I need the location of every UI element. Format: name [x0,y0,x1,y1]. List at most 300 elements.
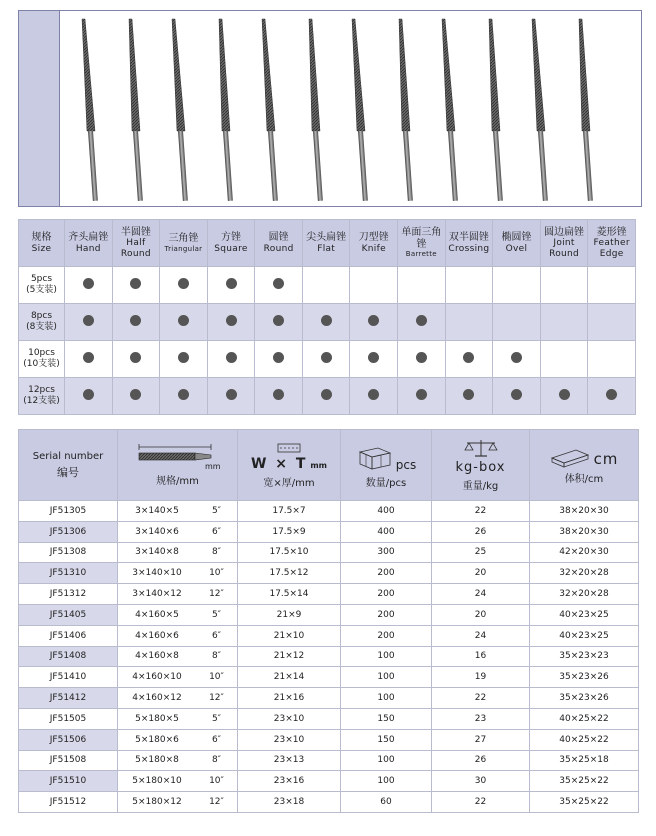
product-spec-table [18,429,639,813]
width-thickness-cell: 21×10 [238,625,341,646]
weight-cell: 22 [432,501,530,522]
product-row [19,584,639,605]
width-thickness-cell: 21×12 [238,646,341,667]
file-type-name-en: Ovel [505,243,528,254]
spec-inch: 6″ [211,734,222,745]
width-thickness-unit: mm [310,460,328,470]
quantity-cell: 200 [341,604,432,625]
quantity-cell: 100 [341,667,432,688]
matrix-cell [302,378,350,415]
matrix-cell [445,378,493,415]
spec-mm: 5×180×10 [132,776,182,787]
matrix-cell [65,267,113,304]
needle-file [172,19,188,201]
serial-cell: JF51506 [19,729,118,750]
set-size-cn: (8支装) [26,322,57,332]
quantity-cell: 60 [341,792,432,813]
matrix-cell [255,304,303,341]
spec-inch: 10″ [209,568,224,579]
quantity-cell: 200 [341,584,432,605]
matrix-cell [493,341,541,378]
matrix-cell [207,267,255,304]
serial-cell: JF51405 [19,604,118,625]
matrix-cell [398,267,446,304]
included-dot-icon [130,315,141,326]
spec-inch: 8″ [211,651,222,662]
volume-cell: 40×25×22 [530,708,639,729]
needle-file [579,19,593,201]
file-type-name-cn: 圆边扁锉 [544,226,585,238]
needle-file [262,19,278,201]
file-type-header [255,220,303,267]
serial-cell: JF51406 [19,625,118,646]
volume-label: 体积/cm [564,473,604,485]
file-type-name-en: Half Round [120,238,151,259]
spec-cell [118,792,238,813]
serial-cell: JF51505 [19,708,118,729]
width-thickness-cell: 23×13 [238,750,341,771]
file-type-name-en: Crossing [448,243,490,254]
serial-header-cn: 编号 [57,465,79,479]
volume-cell: 32×20×28 [530,584,639,605]
matrix-cell [160,304,208,341]
volume-cell: 40×23×25 [530,604,639,625]
set-size-label [19,378,65,415]
matrix-row [19,267,636,304]
spec-mm: 3×140×8 [135,547,179,558]
file-type-name-cn: 圆锉 [268,232,289,244]
included-dot-icon [178,389,189,400]
matrix-cell [350,267,398,304]
serial-cell: JF51310 [19,563,118,584]
matrix-cell [350,341,398,378]
file-type-name-en: Joint Round [549,238,580,259]
weight-cell: 24 [432,584,530,605]
width-thickness-cell: 17.5×14 [238,584,341,605]
included-dot-icon [83,278,94,289]
needle-file [352,19,368,201]
weight-cell: 20 [432,604,530,625]
file-type-name-cn: 方锉 [221,232,242,244]
set-size-pcs: 8pcs [30,311,53,322]
volume-cell: 40×23×25 [530,625,639,646]
included-dot-icon [463,389,474,400]
file-type-name-cn: 单面三角锉 [401,227,442,250]
volume-cell: 38×20×30 [530,521,639,542]
spec-mm: 5×180×8 [135,755,179,766]
needle-files-photo [59,11,641,206]
included-dot-icon [130,278,141,289]
serial-cell: JF51408 [19,646,118,667]
spec-unit-text: mm [204,461,221,470]
weight-cell: 19 [432,667,530,688]
volume-cell: 35×23×26 [530,688,639,709]
needle-file [219,19,233,201]
spec-cell [118,542,238,563]
volume-header [530,430,639,501]
needle-file [489,19,503,201]
set-size-cn: (5支装) [26,285,57,295]
included-dot-icon [83,352,94,363]
spec-inch: 6″ [211,526,222,537]
volume-cell: 35×25×18 [530,750,639,771]
matrix-cell [588,378,636,415]
width-thickness-cell: 17.5×10 [238,542,341,563]
matrix-cell [112,341,160,378]
needle-file-group [82,19,593,201]
spec-mm: 4×160×10 [132,672,182,683]
matrix-cell [350,304,398,341]
volume-cell: 35×23×23 [530,646,639,667]
file-type-name-cn: 半圆锉 [120,226,151,238]
matrix-cell [588,267,636,304]
width-thickness-cell: 23×10 [238,708,341,729]
quantity-cell: 100 [341,646,432,667]
spec-mm: 4×160×12 [132,693,182,704]
spec-inch: 8″ [211,547,222,558]
volume-cell: 35×25×22 [530,771,639,792]
product-row [19,792,639,813]
file-type-name-en: Square [214,243,248,254]
quantity-cell: 200 [341,563,432,584]
spec-inch: 10″ [209,776,224,787]
included-dot-icon [368,389,379,400]
product-row [19,771,639,792]
included-dot-icon [463,352,474,363]
included-dot-icon [368,352,379,363]
quantity-cell: 150 [341,708,432,729]
file-type-header [398,220,446,267]
matrix-cell [255,267,303,304]
serial-cell: JF51510 [19,771,118,792]
included-dot-icon [226,315,237,326]
file-dimension-icon [133,444,223,470]
product-row [19,646,639,667]
included-dot-icon [416,389,427,400]
width-thickness-header [238,430,341,501]
file-type-name-cn: 尖头扁锉 [306,232,347,244]
volume-cell: 35×25×22 [530,792,639,813]
matrix-cell [398,378,446,415]
matrix-row [19,304,636,341]
included-dot-icon [273,352,284,363]
spec-header-label: 规格/mm [156,475,199,487]
matrix-cell [207,304,255,341]
matrix-cell [160,378,208,415]
file-type-name-en: Barrette [405,250,437,259]
spec-mm: 5×180×5 [135,713,179,724]
width-thickness-cell: 21×16 [238,688,341,709]
matrix-cell [255,341,303,378]
matrix-cell [445,304,493,341]
matrix-cell [302,267,350,304]
width-thickness-cell: 23×10 [238,729,341,750]
included-dot-icon [511,352,522,363]
spec-cell [118,501,238,522]
volume-cell: 42×20×30 [530,542,639,563]
weight-icon-text: kg-box [455,460,506,475]
quantity-icon-text: pcs [395,457,417,472]
set-size-pcs: 12pcs [28,385,55,396]
spec-mm: 3×140×5 [135,505,179,516]
included-dot-icon [83,315,94,326]
included-dot-icon [226,352,237,363]
included-dot-icon [416,315,427,326]
size-header-cn: 规格 [31,232,52,244]
matrix-header-row [19,220,636,267]
spec-header [118,430,238,501]
spec-mm: 3×140×10 [132,568,182,579]
file-type-name-en: Flat [317,243,336,254]
included-dot-icon [130,352,141,363]
width-thickness-symbol: W × T [250,455,308,472]
included-dot-icon [559,389,570,400]
spec-inch: 8″ [211,755,222,766]
spec-inch: 6″ [211,630,222,641]
matrix-cell [112,267,160,304]
volume-icon-text: cm [593,449,619,468]
file-type-matrix [18,219,636,415]
spec-cell [118,563,238,584]
matrix-cell [398,304,446,341]
matrix-cell [398,341,446,378]
matrix-cell [112,378,160,415]
matrix-cell [160,267,208,304]
spec-inch: 10″ [209,672,224,683]
product-row [19,542,639,563]
serial-cell: JF51508 [19,750,118,771]
serial-cell: JF51410 [19,667,118,688]
weight-cell: 25 [432,542,530,563]
file-type-header [445,220,493,267]
spec-inch: 12″ [209,797,224,808]
file-type-name-cn: 三角锉 [168,233,199,245]
weight-cell: 23 [432,708,530,729]
spec-mm: 4×160×8 [135,651,179,662]
matrix-cell [207,378,255,415]
spec-mm: 5×180×6 [135,734,179,745]
file-type-name-cn: 椭圆锉 [501,232,532,244]
serial-cell: JF51512 [19,792,118,813]
matrix-cell [65,378,113,415]
product-row [19,729,639,750]
set-size-cn: (10支装) [23,359,60,369]
box-stack-icon [356,442,394,472]
weight-cell: 20 [432,563,530,584]
file-type-name-cn: 双半圆锉 [448,232,489,244]
size-header-en: Size [31,243,52,254]
serial-cell: JF51312 [19,584,118,605]
spec-inch: 5″ [211,609,222,620]
weight-cell: 22 [432,688,530,709]
matrix-row [19,378,636,415]
matrix-cell [65,341,113,378]
spec-cell [118,604,238,625]
width-thickness-cell: 23×18 [238,792,341,813]
matrix-row [19,341,636,378]
file-type-header [302,220,350,267]
file-type-name-cn: 刀型锉 [358,232,389,244]
included-dot-icon [273,389,284,400]
width-thickness-cell: 17.5×12 [238,563,341,584]
quantity-cell: 100 [341,771,432,792]
serial-header [19,430,118,501]
spec-mm: 4×160×5 [135,609,179,620]
included-dot-icon [178,315,189,326]
serial-cell: JF51308 [19,542,118,563]
width-thickness-cell: 23×16 [238,771,341,792]
weight-cell: 26 [432,521,530,542]
matrix-cell [493,267,541,304]
matrix-cell [445,267,493,304]
file-type-header [540,220,588,267]
matrix-cell [350,378,398,415]
spec-mm: 4×160×6 [135,630,179,641]
included-dot-icon [178,278,189,289]
set-size-cn: (12支装) [23,396,60,406]
carton-icon [550,446,590,468]
spec-inch: 5″ [211,505,222,516]
matrix-cell [540,304,588,341]
file-type-header [65,220,113,267]
file-type-header [588,220,636,267]
matrix-cell [302,304,350,341]
width-thickness-cell: 17.5×9 [238,521,341,542]
weight-cell: 24 [432,625,530,646]
serial-cell: JF51306 [19,521,118,542]
matrix-cell [588,341,636,378]
size-header [19,220,65,267]
spec-inch: 5″ [211,713,222,724]
needle-file [442,19,458,201]
matrix-body [19,267,636,415]
serial-cell: JF51412 [19,688,118,709]
matrix-cell [207,341,255,378]
product-row [19,688,639,709]
matrix-cell [493,378,541,415]
product-row [19,604,639,625]
volume-cell: 32×20×28 [530,563,639,584]
matrix-cell [493,304,541,341]
needle-files-illustration [60,11,643,206]
needle-file [82,19,98,201]
needle-file [129,19,143,201]
needle-file [309,19,323,201]
file-type-name-en: Round [263,243,294,254]
product-header-row [19,430,639,501]
product-row [19,563,639,584]
spec-mm: 5×180×12 [132,797,182,808]
spec-cell [118,729,238,750]
spec-inch: 12″ [209,589,224,600]
included-dot-icon [226,389,237,400]
file-type-header [160,220,208,267]
included-dot-icon [321,315,332,326]
matrix-cell [160,341,208,378]
matrix-cell [255,378,303,415]
matrix-cell [445,341,493,378]
matrix-cell [302,341,350,378]
product-table-body [19,501,639,813]
matrix-cell [65,304,113,341]
width-thickness-cell: 17.5×7 [238,501,341,522]
weight-cell: 26 [432,750,530,771]
included-dot-icon [321,389,332,400]
spec-inch: 12″ [209,693,224,704]
included-dot-icon [321,352,332,363]
quantity-label: 数量/pcs [365,477,407,489]
matrix-cell [540,267,588,304]
spec-cell [118,688,238,709]
set-size-label [19,267,65,304]
file-type-name-en: Triangular [164,244,203,253]
quantity-cell: 150 [341,729,432,750]
width-thickness-cell: 21×9 [238,604,341,625]
included-dot-icon [606,389,617,400]
spec-cell [118,708,238,729]
weight-label: 重量/kg [462,481,499,492]
spec-cell [118,521,238,542]
serial-header-en: Serial number [32,450,104,462]
product-row [19,501,639,522]
width-thickness-cell: 21×14 [238,667,341,688]
file-type-header [493,220,541,267]
included-dot-icon [273,278,284,289]
product-row [19,625,639,646]
width-thickness-label: 宽×厚/mm [263,477,315,489]
file-type-name-en: Knife [361,243,386,254]
included-dot-icon [511,389,522,400]
included-dot-icon [83,389,94,400]
spec-cell [118,667,238,688]
spec-cell [118,771,238,792]
quantity-cell: 100 [341,688,432,709]
included-dot-icon [178,352,189,363]
file-type-header [112,220,160,267]
weight-cell: 30 [432,771,530,792]
volume-cell: 40×25×22 [530,729,639,750]
included-dot-icon [368,315,379,326]
quantity-cell: 400 [341,521,432,542]
quantity-cell: 400 [341,501,432,522]
set-size-label [19,341,65,378]
product-row [19,708,639,729]
included-dot-icon [273,315,284,326]
needle-file [532,19,548,201]
volume-cell: 35×23×26 [530,667,639,688]
volume-cell: 38×20×30 [530,501,639,522]
included-dot-icon [226,278,237,289]
product-row [19,750,639,771]
matrix-cell [540,341,588,378]
product-row [19,667,639,688]
quantity-cell: 300 [341,542,432,563]
spec-mm: 3×140×12 [132,589,182,600]
weight-cell: 22 [432,792,530,813]
product-row [19,521,639,542]
included-dot-icon [130,389,141,400]
file-type-header [350,220,398,267]
scale-icon [463,438,499,458]
weight-header [432,430,530,501]
quantity-cell: 200 [341,625,432,646]
matrix-cell [112,304,160,341]
needle-file [399,19,413,201]
cross-section-icon [276,442,302,454]
set-size-label [19,304,65,341]
quantity-header [341,430,432,501]
spec-mm: 3×140×6 [135,526,179,537]
